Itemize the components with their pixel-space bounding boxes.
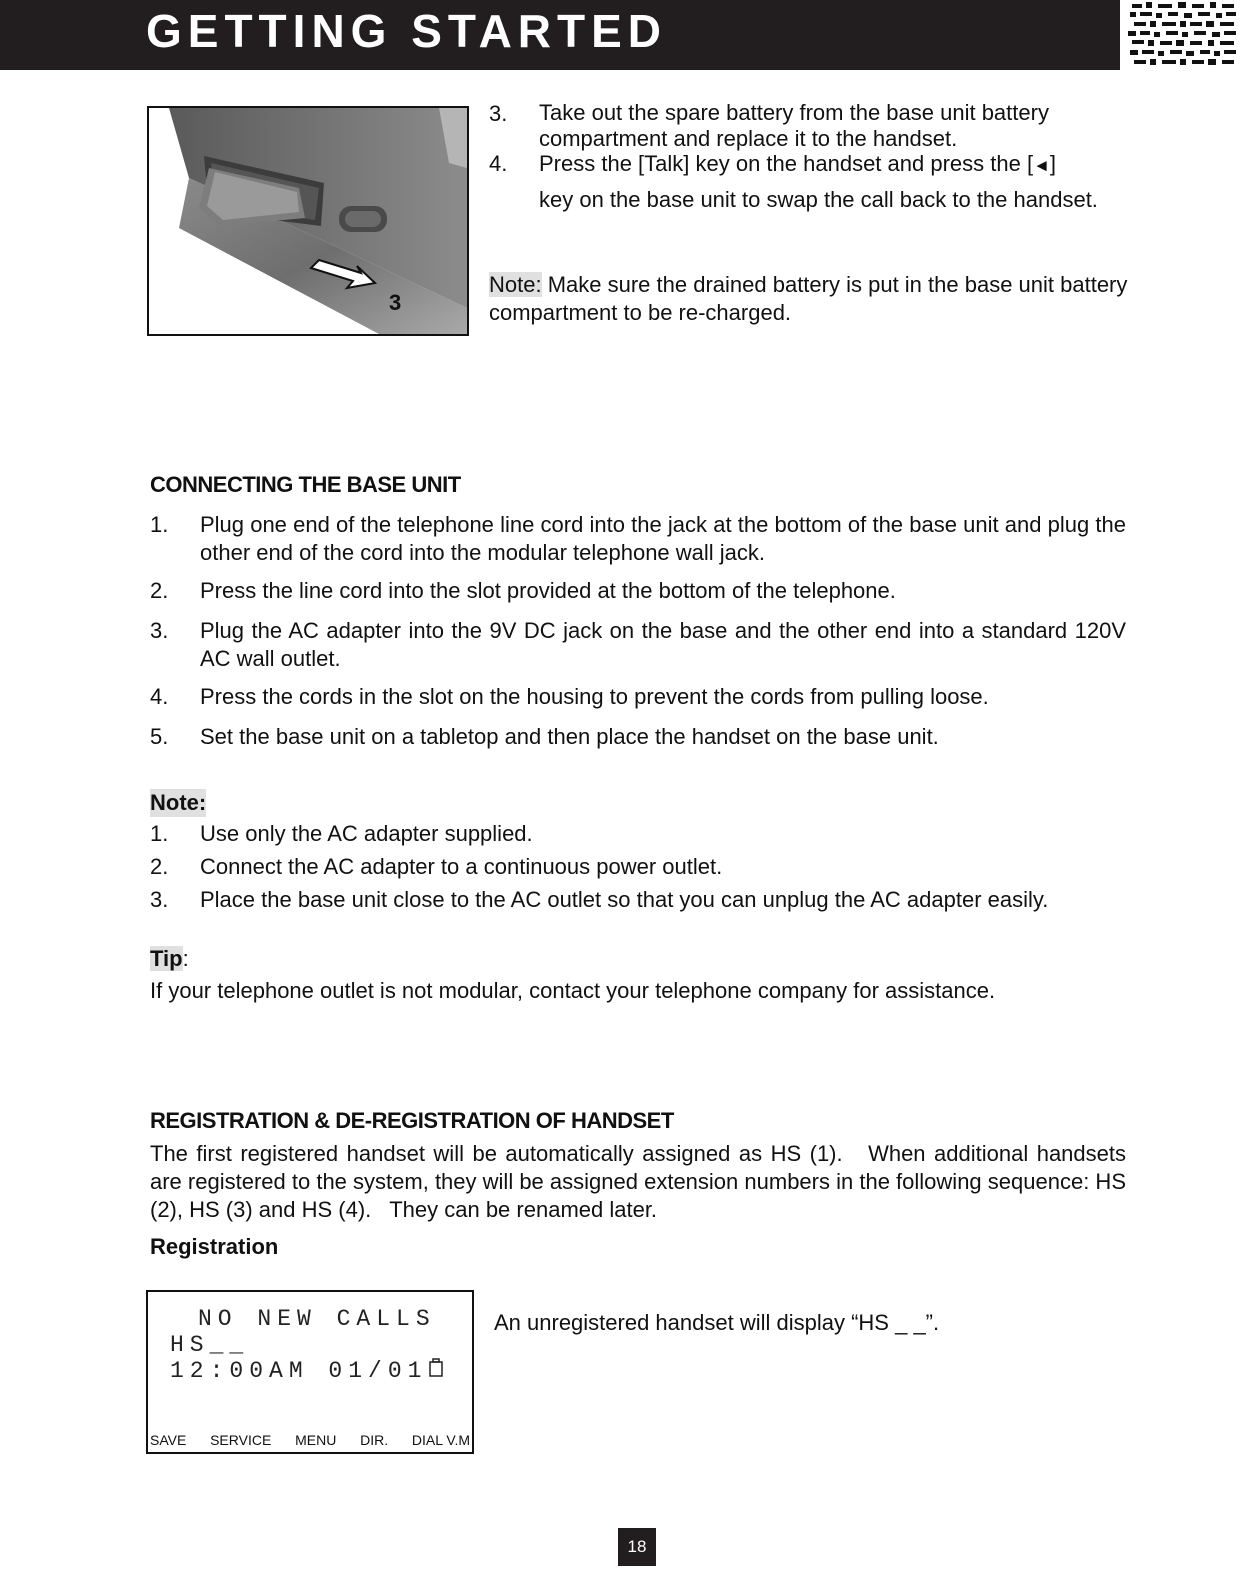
connecting-note-label: Note: (150, 790, 207, 815)
page-number: 18 (618, 1528, 656, 1566)
note-1-text: Use only the AC adapter supplied. (200, 821, 533, 846)
connect-step-4-text: Press the cords in the slot on the housing to prevent the cords from pulling loose. (200, 684, 989, 709)
lcd-line-2: HS__ (170, 1332, 250, 1358)
note-2-number: 2. (150, 854, 169, 879)
figure-callout-number: 3 (389, 290, 402, 315)
softkey-service: SERVICE (210, 1432, 272, 1448)
registration-intro: The first registered handset will be automatically assigned as HS (1). When additional handsets are registered to the system, they will be assigned extension numbers in the following sequence: HS (2), HS (3) and HS (4). They can be renamed later. (150, 1141, 1133, 1222)
softkey-save: SAVE (150, 1432, 187, 1448)
connecting-heading: CONNECTING THE BASE UNIT (150, 472, 461, 497)
tip-label-row (150, 945, 189, 973)
step-4-text-line1: Press the [Talk] key on the handset and press the [◄] (539, 151, 1057, 176)
connect-step-1-number: 1. (150, 512, 169, 537)
tip-label: Tip (150, 946, 183, 971)
connect-step-5-number: 5. (150, 724, 169, 749)
note-3-number: 3. (150, 887, 169, 912)
handset-lcd-display (146, 1290, 474, 1454)
softkey-menu: MENU (295, 1432, 337, 1448)
top-note (489, 271, 1134, 327)
speaker-icon: ◄ (1033, 156, 1050, 175)
connect-step-3-text: Plug the AC adapter into the 9V DC jack on the base and the other end into a standard 120V AC wall outlet. (200, 618, 1126, 671)
note-2-text: Connect the AC adapter to a continuous power outlet. (200, 854, 723, 879)
battery-icon (428, 1358, 444, 1378)
step-4-number: 4. (489, 151, 508, 176)
battery-compartment-illustration (149, 108, 467, 334)
connect-step-4-number: 4. (150, 684, 169, 709)
battery-photo-frame (147, 106, 469, 336)
note-3-text: Place the base unit close to the AC outlet so that you can unplug the AC adapter easily. (200, 887, 1049, 912)
registration-subtitle: Registration (150, 1234, 279, 1259)
top-note-label: Note: (489, 272, 542, 297)
page-header-bar (0, 0, 1120, 70)
connect-step-3-number: 3. (150, 618, 169, 643)
connect-step-2-text: Press the line cord into the slot provided at the bottom of the telephone. (200, 578, 896, 603)
step-3-number: 3. (489, 101, 508, 126)
lcd-line-3: 12:00AM 01/01 (170, 1358, 428, 1384)
tip-colon: : (182, 946, 189, 971)
top-note-text: Make sure the drained battery is put in the base unit battery compartment to be re-charged. (489, 272, 1128, 325)
page-header-title: GETTING STARTED (146, 5, 668, 57)
lcd-softkey-row (150, 1432, 470, 1448)
lcd-line-1: NO NEW CALLS (198, 1306, 436, 1332)
step-4-text-line2: key on the base unit to swap the call back to the handset. (539, 187, 1098, 212)
note-1-number: 1. (150, 821, 169, 846)
tip-text: If your telephone outlet is not modular, contact your telephone company for assistance. (150, 978, 996, 1003)
step-3-text: Take out the spare battery from the base unit battery compartment and replace it to the handset. (539, 100, 1049, 151)
registration-heading: REGISTRATION & DE-REGISTRATION OF HANDSET (150, 1108, 674, 1133)
connect-step-2-number: 2. (150, 578, 169, 603)
connect-step-1-text: Plug one end of the telephone line cord into the jack at the bottom of the base unit and plug the other end of the cord into the modular telephone wall jack. (200, 512, 1126, 565)
brand-pattern-logo (1124, 0, 1240, 72)
connect-step-5-text: Set the base unit on a tabletop and then place the handset on the base unit. (200, 724, 939, 749)
softkey-dial-vm: DIAL V.M (411, 1432, 470, 1448)
softkey-dir: DIR. (360, 1432, 389, 1448)
lcd-caption: An unregistered handset will display “HS _ _”. (494, 1310, 940, 1335)
